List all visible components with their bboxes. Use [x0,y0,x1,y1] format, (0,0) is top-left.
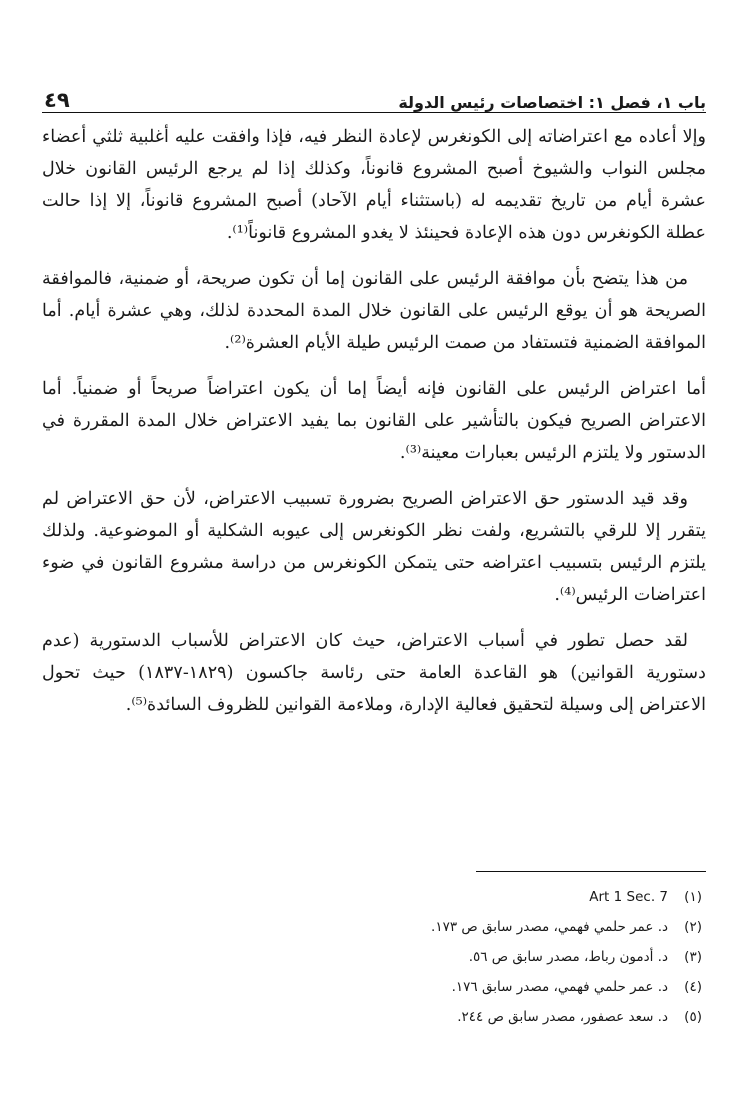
running-header [42,82,706,113]
paragraph-2: من هذا يتضح بأن موافقة الرئيس على القانون إما أن تكون صريحة، أو ضمنية، فالموافقة الصريحة هو أن يوقع الرئيس على القانون خلال المدة المحددة لذلك، وهي عشرة أيام. أما الموافقة الضمنية فتستفاد من صمت الرئيس طيلة الأيام العشرة⁽²⁾. [42,269,706,353]
paragraph-3: أما اعتراض الرئيس على القانون فإنه أيضاً إما أن يكون اعتراضاً صريحاً أو ضمنياً. أما الاعتراض الصريح فيكون بالتأشير على القانون بما يفيد الاعتراض خلال المدة المقررة في الدستور ولا يلتزم الرئيس بعبارات معينة⁽³⁾. [42,379,706,463]
paragraph-5: لقد حصل تطور في أسباب الاعتراض، حيث كان الاعتراض للأسباب الدستورية (عدم دستورية القوانين) هو القاعدة العامة حتى رئاسة جاكسون (١٨٢٩-١٨٣٧) حيث تحول الاعتراض إلى وسيلة لتحقيق فعالية الإدارة، وملاءمة القوانين للظروف السائدة⁽⁵⁾. [42,631,707,715]
footnote-number: (١) [684,889,702,905]
footnote-3 [42,942,706,972]
footnotes [42,871,706,1032]
footnote-2 [42,912,706,942]
footnote-number: (٣) [684,949,702,965]
footnote-number: (٥) [684,1009,702,1025]
running-title: باب ١، فصل ١: اختصاصات رئيس الدولة [398,93,706,112]
body-text [42,121,706,721]
footnote-number: (٤) [684,979,702,995]
page-number: ٤٩ [44,88,70,112]
footnote-text: د. سعد عصفور، مصدر سابق ص ٢٤٤. [457,1009,668,1025]
footnote-4 [42,972,706,1002]
paragraph-1: وإلا أعاده مع اعتراضاته إلى الكونغرس لإعادة النظر فيه، فإذا وافقت عليه أغلبية ثلثي أعضاء مجلس النواب والشيوخ أصبح المشروع قانوناً، وكذلك إذا لم يرجع الرئيس القانون خلال عشرة أيام من تاريخ تقديمه له (باستثناء أيام الآحاد) أصبح المشروع قانوناً، إلا إذا حالت عطلة الكونغرس دون هذه الإعادة فحينئذ لا يغدو المشروع قانوناً⁽¹⁾. [42,127,706,243]
footnote-text: د. عمر حلمي فهمي، مصدر سابق ١٧٦. [451,979,668,995]
book-page [42,82,707,1025]
footnote-1 [42,882,706,912]
footnote-text: د. أدمون رباط، مصدر سابق ص ٥٦. [468,949,668,965]
footnote-number: (٢) [684,919,702,935]
footnote-divider [476,871,706,872]
footnote-5 [42,1002,706,1032]
footnote-text: Art 1 Sec. 7 [589,889,668,905]
footnote-text: د. عمر حلمي فهمي، مصدر سابق ص ١٧٣. [431,919,668,935]
paragraph-4: وقد قيد الدستور حق الاعتراض الصريح بضرورة تسبيب الاعتراض، لأن حق الاعتراض لم يتقرر إلا للرقي بالتشريع، ولفت نظر الكونغرس إلى عيوبه الشكلية أو الموضوعية. ولذلك يلتزم الرئيس بتسبيب اعتراضه حتى يتمكن الكونغرس من دراسة مشروع القانون في ضوء اعتراضات الرئيس⁽⁴⁾. [42,489,706,605]
